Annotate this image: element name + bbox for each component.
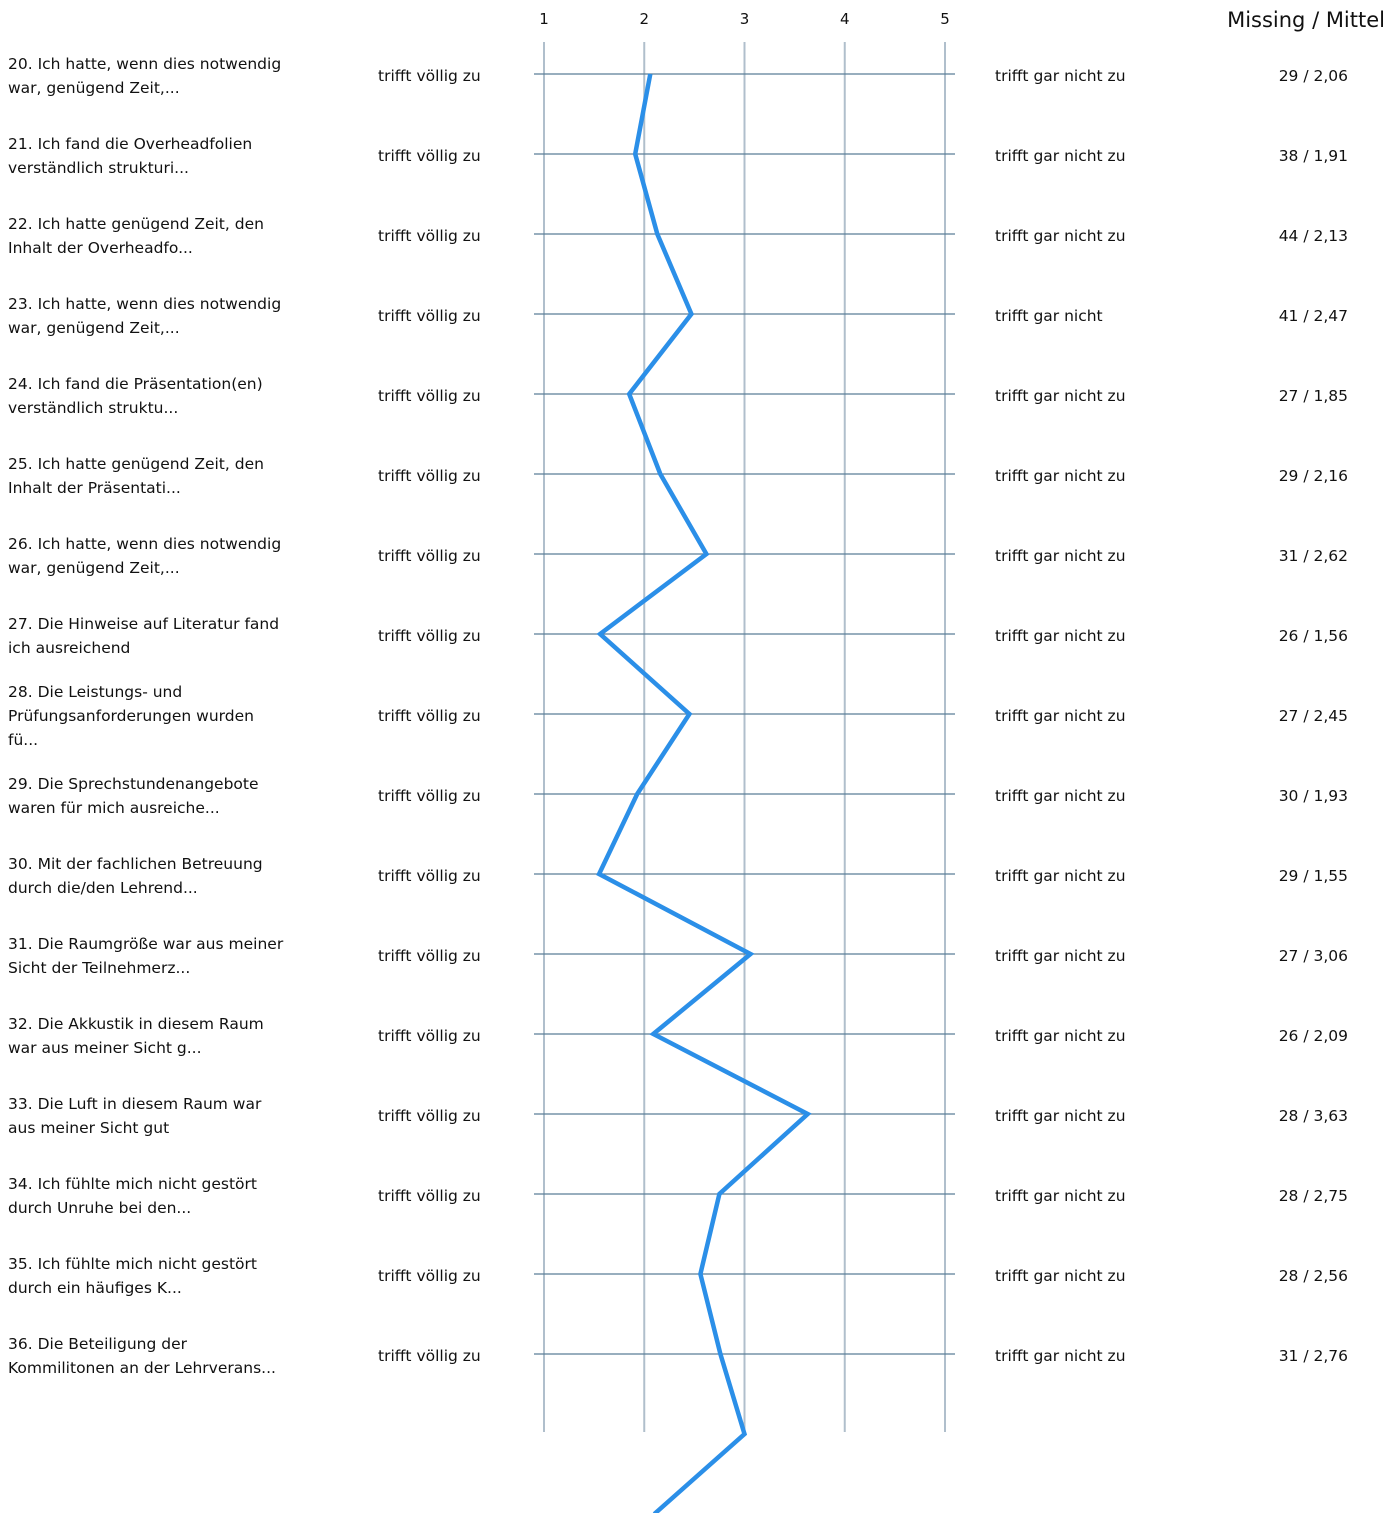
- item-row: [8, 535, 1348, 577]
- left-anchor-label: trifft völlig zu: [378, 1027, 481, 1045]
- right-anchor-label: trifft gar nicht zu: [995, 67, 1126, 85]
- scale-ticks: [539, 10, 950, 28]
- missing-mean-value: 29 / 2,16: [1278, 467, 1348, 485]
- question-label: [8, 1095, 262, 1137]
- right-anchor-label: trifft gar nicht zu: [995, 547, 1126, 565]
- right-anchor-label: trifft gar nicht zu: [995, 1347, 1126, 1365]
- question-label-line: verständlich struktu...: [8, 399, 179, 417]
- scale-tick-label: 4: [839, 10, 850, 28]
- question-label-line: 30. Mit der fachlichen Betreuung: [8, 855, 263, 873]
- missing-mean-value: 29 / 2,06: [1278, 67, 1348, 85]
- left-anchor-label: trifft völlig zu: [378, 387, 481, 405]
- question-label-line: Inhalt der Overheadfo...: [8, 239, 193, 257]
- missing-mean-value: 27 / 3,06: [1278, 947, 1348, 965]
- question-label-line: 35. Ich fühlte mich nicht gestört: [8, 1255, 257, 1273]
- question-label-line: 36. Die Beteiligung der: [8, 1335, 187, 1353]
- question-label-line: 20. Ich hatte, wenn dies notwendig: [8, 55, 282, 73]
- question-label-line: aus meiner Sicht gut: [8, 1119, 170, 1137]
- question-label: [8, 215, 264, 257]
- question-label: [8, 935, 284, 977]
- item-row: [8, 1335, 1348, 1377]
- missing-mean-value: 38 / 1,91: [1278, 147, 1348, 165]
- question-label: [8, 1175, 257, 1217]
- right-anchor-label: trifft gar nicht zu: [995, 387, 1126, 405]
- chart-grid: [544, 42, 945, 1432]
- right-anchor-label: trifft gar nicht zu: [995, 227, 1126, 245]
- missing-mean-value: 30 / 1,93: [1278, 787, 1348, 805]
- item-row: [8, 455, 1348, 497]
- item-row: [8, 1175, 1348, 1217]
- question-label-line: Inhalt der Präsentati...: [8, 479, 181, 497]
- question-label-line: war aus meiner Sicht g...: [8, 1039, 202, 1057]
- question-label-line: durch Unruhe bei den...: [8, 1199, 192, 1217]
- question-label-line: Sicht der Teilnehmerz...: [8, 959, 191, 977]
- scale-tick-label: 1: [539, 10, 549, 28]
- question-label-line: 26. Ich hatte, wenn dies notwendig: [8, 535, 282, 553]
- item-row: [8, 1015, 1348, 1057]
- question-label-line: durch die/den Lehrend...: [8, 879, 198, 897]
- question-label-line: 25. Ich hatte genügend Zeit, den: [8, 455, 264, 473]
- missing-mean-value: 28 / 2,75: [1278, 1187, 1348, 1205]
- question-label-line: 21. Ich fand die Overheadfolien: [8, 135, 253, 153]
- question-label-line: 22. Ich hatte genügend Zeit, den: [8, 215, 264, 233]
- left-anchor-label: trifft völlig zu: [378, 467, 481, 485]
- left-anchor-label: trifft völlig zu: [378, 1267, 481, 1285]
- right-anchor-label: trifft gar nicht: [995, 307, 1103, 325]
- question-label-line: 29. Die Sprechstundenangebote: [8, 775, 259, 793]
- item-row: [8, 215, 1348, 257]
- question-label-line: waren für mich ausreiche...: [8, 799, 220, 817]
- question-label-line: 24. Ich fand die Präsentation(en): [8, 375, 263, 393]
- question-label-line: war, genügend Zeit,...: [8, 319, 180, 337]
- right-anchor-label: trifft gar nicht zu: [995, 627, 1126, 645]
- item-row: [8, 135, 1348, 177]
- left-anchor-label: trifft völlig zu: [378, 1347, 481, 1365]
- question-label: [8, 1255, 257, 1297]
- left-anchor-label: trifft völlig zu: [378, 867, 481, 885]
- question-label: [8, 295, 281, 337]
- question-label-line: Kommilitonen an der Lehrverans...: [8, 1359, 276, 1377]
- left-anchor-label: trifft völlig zu: [378, 147, 481, 165]
- question-label: [8, 455, 264, 497]
- right-anchor-label: trifft gar nicht zu: [995, 1267, 1126, 1285]
- missing-mean-value: 31 / 2,62: [1278, 547, 1348, 565]
- question-label-line: Prüfungsanforderungen wurden: [8, 707, 254, 725]
- missing-mean-value: 41 / 2,47: [1278, 307, 1348, 325]
- question-label: [8, 135, 252, 177]
- question-label-line: war, genügend Zeit,...: [8, 79, 180, 97]
- scale-tick-label: 2: [639, 10, 650, 28]
- question-label: [8, 1015, 264, 1057]
- item-row: [8, 615, 1348, 657]
- right-anchor-label: trifft gar nicht zu: [995, 867, 1126, 885]
- right-anchor-label: trifft gar nicht zu: [995, 707, 1126, 725]
- missing-mean-value: 28 / 2,56: [1278, 1267, 1348, 1285]
- question-label-line: 33. Die Luft in diesem Raum war: [8, 1095, 262, 1113]
- question-label: [8, 535, 281, 577]
- question-label-line: verständlich strukturi...: [8, 159, 189, 177]
- right-anchor-label: trifft gar nicht zu: [995, 787, 1126, 805]
- missing-mean-value: 27 / 2,45: [1278, 707, 1348, 725]
- right-anchor-label: trifft gar nicht zu: [995, 1107, 1126, 1125]
- missing-mean-value: 28 / 3,63: [1278, 1107, 1348, 1125]
- left-anchor-label: trifft völlig zu: [378, 307, 481, 325]
- question-label-line: 28. Die Leistungs- und: [8, 683, 183, 701]
- item-row: [8, 375, 1348, 417]
- right-anchor-label: trifft gar nicht zu: [995, 1027, 1126, 1045]
- question-label: [8, 615, 279, 657]
- missing-mean-value: 27 / 1,85: [1278, 387, 1348, 405]
- item-row: [8, 855, 1348, 897]
- missing-mean-value: 44 / 2,13: [1278, 227, 1348, 245]
- scale-tick-label: 5: [940, 10, 950, 28]
- header-missing-mean: Missing / Mittel: [1227, 8, 1385, 32]
- question-label: [8, 683, 254, 749]
- question-label-line: war, genügend Zeit,...: [8, 559, 180, 577]
- item-row: [8, 1095, 1348, 1137]
- missing-mean-value: 29 / 1,55: [1278, 867, 1348, 885]
- question-label-line: 31. Die Raumgröße war aus meiner: [8, 935, 284, 953]
- missing-mean-value: 26 / 2,09: [1278, 1027, 1348, 1045]
- question-label-line: 27. Die Hinweise auf Literatur fand: [8, 615, 280, 633]
- left-anchor-label: trifft völlig zu: [378, 787, 481, 805]
- left-anchor-label: trifft völlig zu: [378, 1187, 481, 1205]
- item-row: [8, 55, 1348, 97]
- left-anchor-label: trifft völlig zu: [378, 947, 481, 965]
- question-label-line: 32. Die Akkustik in diesem Raum: [8, 1015, 264, 1033]
- question-label-line: durch ein häufiges K...: [8, 1279, 182, 1297]
- left-anchor-label: trifft völlig zu: [378, 707, 481, 725]
- item-row: [8, 935, 1348, 977]
- left-anchor-label: trifft völlig zu: [378, 227, 481, 245]
- missing-mean-value: 31 / 2,76: [1278, 1347, 1348, 1365]
- item-rows: [8, 55, 1348, 1377]
- question-label-line: 23. Ich hatte, wenn dies notwendig: [8, 295, 282, 313]
- left-anchor-label: trifft völlig zu: [378, 627, 481, 645]
- left-anchor-label: trifft völlig zu: [378, 547, 481, 565]
- left-anchor-label: trifft völlig zu: [378, 67, 481, 85]
- right-anchor-label: trifft gar nicht zu: [995, 467, 1126, 485]
- question-label-line: fü...: [8, 731, 39, 749]
- item-row: [8, 775, 1348, 817]
- right-anchor-label: trifft gar nicht zu: [995, 147, 1126, 165]
- question-label: [8, 375, 263, 417]
- right-anchor-label: trifft gar nicht zu: [995, 1187, 1126, 1205]
- question-label-line: ich ausreichend: [8, 639, 131, 657]
- scale-tick-label: 3: [739, 10, 750, 28]
- item-row: [8, 683, 1348, 749]
- right-anchor-label: trifft gar nicht zu: [995, 947, 1126, 965]
- question-label: [8, 1335, 276, 1377]
- item-row: [8, 1255, 1348, 1297]
- left-anchor-label: trifft völlig zu: [378, 1107, 481, 1125]
- missing-mean-value: 26 / 1,56: [1278, 627, 1348, 645]
- question-label: [8, 55, 281, 97]
- question-label: [8, 775, 259, 817]
- question-label-line: 34. Ich fühlte mich nicht gestört: [8, 1175, 257, 1193]
- question-label: [8, 855, 263, 897]
